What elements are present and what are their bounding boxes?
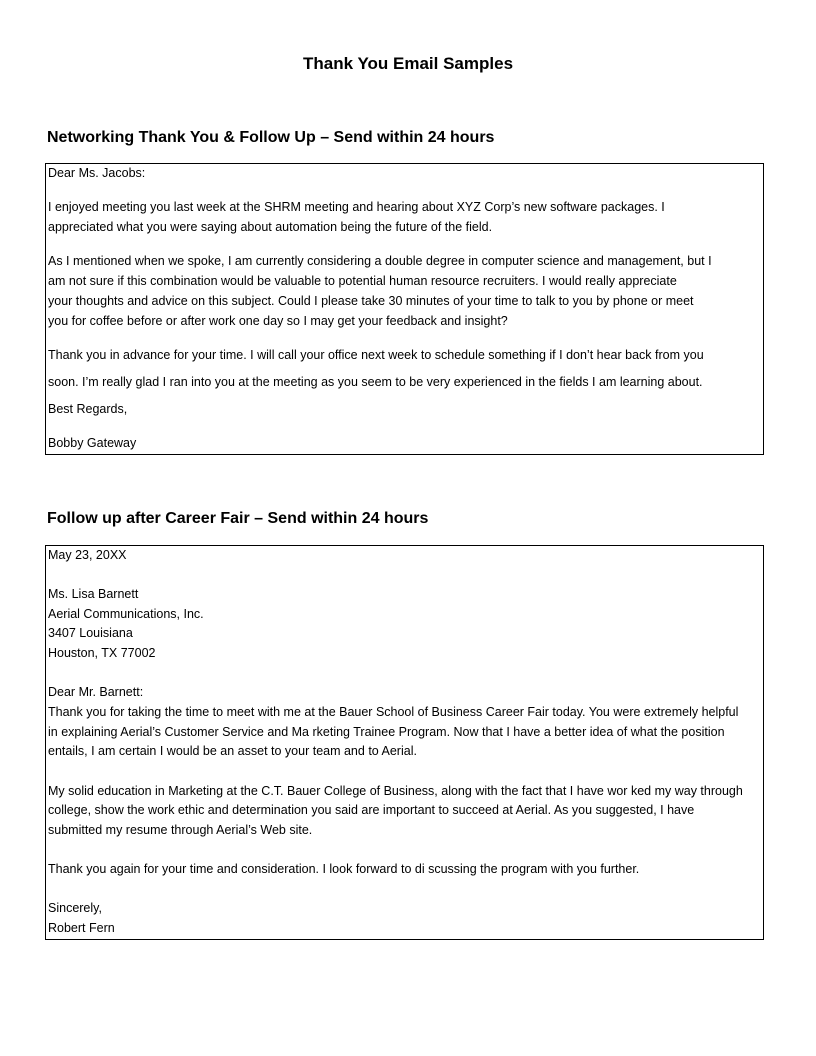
career-fair-email-box xyxy=(45,545,764,940)
paragraph-line: you for coffee before or after work one day so I may get your feedback and insight? xyxy=(48,314,508,328)
paragraph-line: submitted my resume through Aerial’s Web site. xyxy=(48,823,313,837)
address-line: 3407 Louisiana xyxy=(48,626,133,640)
salutation: Dear Mr. Barnett: xyxy=(48,685,144,699)
paragraph-line: My solid education in Marketing at the C.T. Bauer College of Business, along with the fact that I have wor ked my way through xyxy=(48,784,743,798)
paragraph-line: college, show the work ethic and determination you said are important to succeed at Aerial. As you suggested, I have xyxy=(48,803,695,817)
paragraph-line: Thank you in advance for your time. I will call your office next week to schedule something if I don’t hear back from you xyxy=(48,348,704,362)
letter-date: May 23, 20XX xyxy=(48,548,127,562)
closing: Sincerely, xyxy=(48,901,102,915)
signature: Bobby Gateway xyxy=(48,436,137,450)
salutation: Dear Ms. Jacobs: xyxy=(48,166,146,180)
section-heading-career-fair: Follow up after Career Fair – Send within 24 hours xyxy=(47,510,429,527)
networking-email-box xyxy=(45,163,764,455)
paragraph-line: soon. I’m really glad I ran into you at the meeting as you seem to be very experienced in the fields I am learning about. xyxy=(48,375,703,389)
section-heading-networking: Networking Thank You & Follow Up – Send within 24 hours xyxy=(47,129,495,146)
paragraph-line: in explaining Aerial’s Customer Service and Ma rketing Trainee Program. Now that I have a better idea of what the position xyxy=(48,725,725,739)
paragraph-line: am not sure if this combination would be valuable to potential human resource recruiters. I would really appreciate xyxy=(48,274,677,288)
paragraph-line: appreciated what you were saying about automation being the future of the field. xyxy=(48,220,493,234)
paragraph-line: I enjoyed meeting you last week at the SHRM meeting and hearing about XYZ Corp’s new software packages. I xyxy=(48,200,665,214)
page-title: Thank You Email Samples xyxy=(302,54,514,73)
address-line: Houston, TX 77002 xyxy=(48,646,156,660)
paragraph-line: As I mentioned when we spoke, I am currently considering a double degree in computer science and management, but I xyxy=(48,254,712,268)
paragraph-line: Thank you again for your time and consideration. I look forward to di scussing the program with you further. xyxy=(48,862,640,876)
closing: Best Regards, xyxy=(48,402,128,416)
address-line: Ms. Lisa Barnett xyxy=(48,587,139,601)
address-line: Aerial Communications, Inc. xyxy=(48,607,204,621)
paragraph-line: Thank you for taking the time to meet with me at the Bauer School of Business Career Fair today. You were extremely helpful xyxy=(48,705,739,719)
signature: Robert Fern xyxy=(48,921,115,935)
paragraph-line: entails, I am certain I would be an asset to your team and to Aerial. xyxy=(48,744,417,758)
paragraph-line: your thoughts and advice on this subject. Could I please take 30 minutes of your time to talk to you by phone or meet xyxy=(48,294,694,308)
